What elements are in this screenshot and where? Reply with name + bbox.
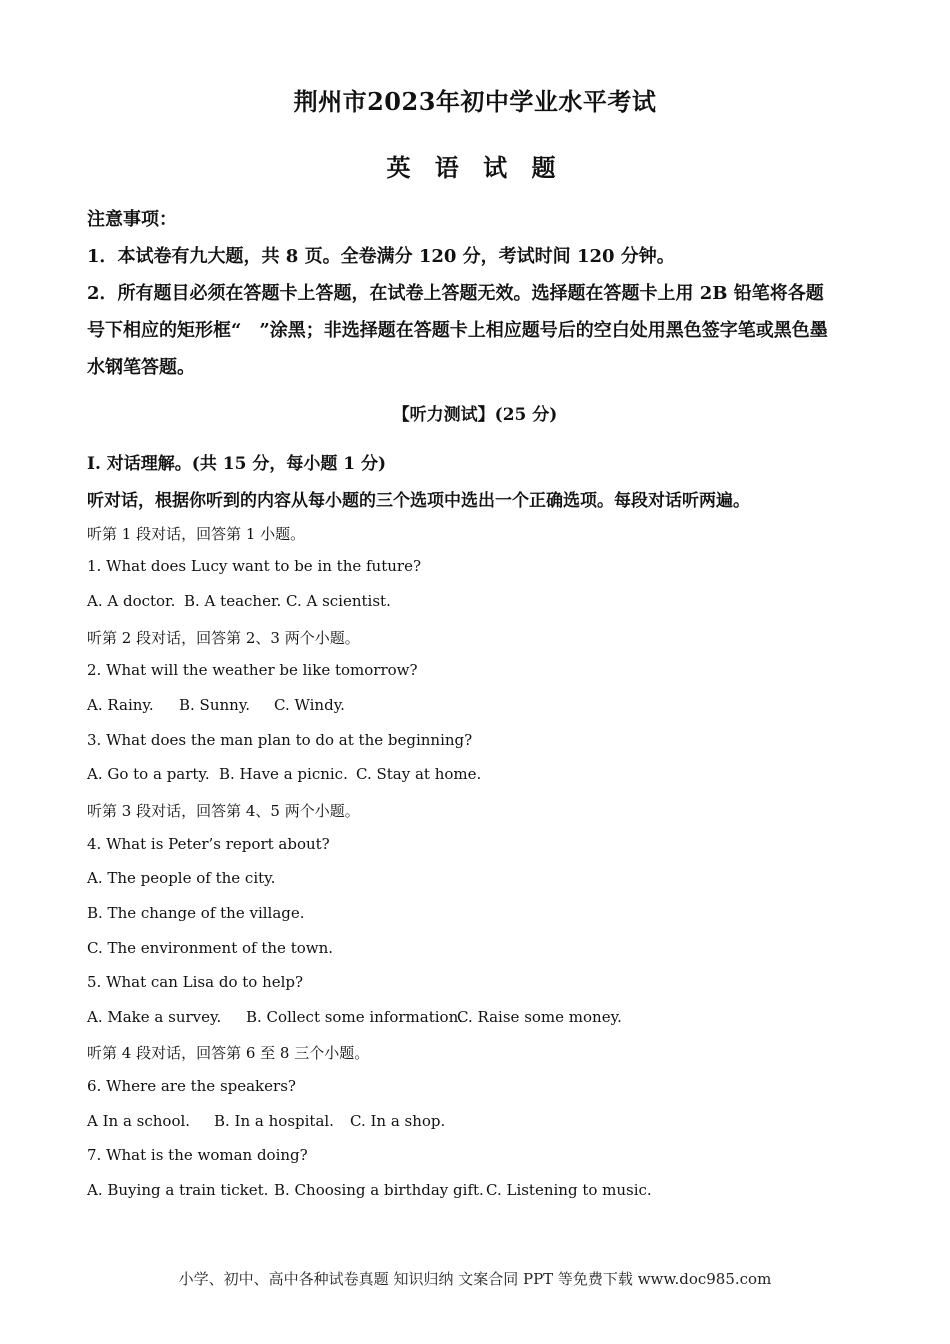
question-6-options [87,1112,445,1130]
option-a: A. A doctor. [87,592,176,610]
notice-heading: 注意事项： [87,209,177,230]
question-3: 3. What does the man plan to do at the beginning? [87,731,473,749]
option-c: C. In a shop. [350,1112,446,1130]
part1-instruction: 听对话，根据你听到的内容从每小题的三个选项中选出一个正确选项。每段对话听两遍。 [87,491,750,511]
question-1: 1. What does Lucy want to be in the future? [87,557,421,575]
question-3-options [87,765,481,783]
page-title: 荆州市2023年初中学业水平考试 [293,87,657,116]
question-5-options [87,1008,622,1026]
question-4-option-b: B. The change of the village. [87,904,305,922]
page-subtitle: 英 语 试 题 [386,153,564,182]
dialogue-2-intro: 听第 2 段对话，回答第 2、3 两个小题。 [87,629,360,647]
option-a: A. Rainy. [87,696,154,714]
question-1-options [87,592,391,610]
option-a: A In a school. [87,1112,191,1130]
option-a: A. Buying a train ticket. [87,1181,269,1199]
question-4-option-c: C. The environment of the town. [87,939,334,957]
notice-item-1: 1．本试卷有九大题，共 8 页。全卷满分 120 分，考试时间 120 分钟。 [87,246,675,267]
question-7-options [87,1181,652,1199]
dialogue-3-intro: 听第 3 段对话，回答第 4、5 两个小题。 [87,802,360,820]
question-2-options [87,696,345,714]
option-c: C. Raise some money. [457,1008,622,1026]
notice-item-2-line-1: 2．所有题目必须在答题卡上答题，在试卷上答题无效。选择题在答题卡上用 2B 铅笔将各题 [87,283,824,304]
page-footer: 小学、初中、高中各种试卷真题 知识归纳 文案合同 PPT 等免费下载 www.doc985.com [178,1270,772,1288]
option-c: C. Windy. [274,696,345,714]
dialogue-4-intro: 听第 4 段对话，回答第 6 至 8 三个小题。 [87,1044,370,1062]
part1-heading: Ⅰ. 对话理解。(共 15 分，每小题 1 分) [87,454,387,474]
option-c: C. Listening to music. [486,1181,652,1199]
option-b: B. A teacher. [184,592,282,610]
question-2: 2. What will the weather be like tomorrow? [87,661,418,679]
dialogue-1-intro: 听第 1 段对话，回答第 1 小题。 [87,525,306,543]
option-a: A. Make a survey. [87,1008,222,1026]
option-b: B. In a hospital. [214,1112,334,1130]
notice-item-2-line-2: 号下相应的矩形框“ ”涂黑；非选择题在答题卡上相应题号后的空白处用黑色签字笔或黑色墨 [87,320,828,341]
option-c: C. A scientist. [286,592,391,610]
question-4-option-a: A. The people of the city. [87,869,276,887]
question-6: 6. Where are the speakers? [87,1077,296,1095]
option-b: B. Collect some information. [246,1008,463,1026]
notice-item-2-line-3: 水钢笔答题。 [87,357,195,378]
question-5: 5. What can Lisa do to help? [87,973,304,991]
option-c: C. Stay at home. [356,765,482,783]
question-4: 4. What is Peter’s report about? [87,835,330,853]
question-7: 7. What is the woman doing? [87,1146,308,1164]
option-b: B. Choosing a birthday gift. [274,1181,484,1199]
section-heading: 【听力测试】(25 分) [392,405,558,425]
option-a: A. Go to a party. [87,765,210,783]
option-b: B. Sunny. [179,696,251,714]
option-b: B. Have a picnic. [219,765,348,783]
